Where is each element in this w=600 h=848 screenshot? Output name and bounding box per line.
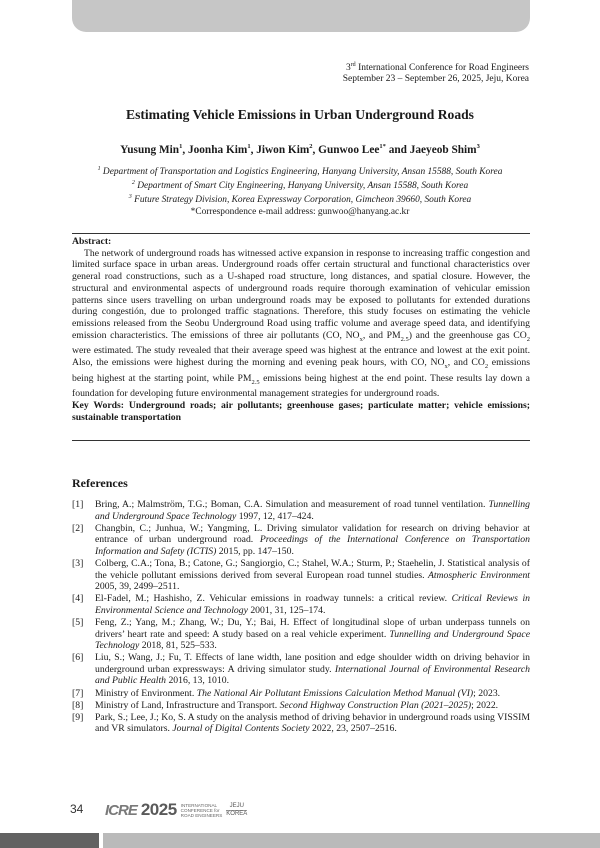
logo-line: INTERNATIONAL xyxy=(180,802,218,808)
affiliation-text: Future Strategy Division, Korea Expressway Corporation, Gimcheon 39660, South Korea xyxy=(131,195,472,206)
reference-number: [1] xyxy=(72,499,84,510)
keywords: Key Words: Underground roads; air pollutants; greenhouse gases; particulate matter; vehicle emissions; sustainable transportation xyxy=(72,399,530,423)
author-affiliation: 1* xyxy=(379,143,386,150)
logo-location-line: JEJU xyxy=(226,803,247,811)
author-separator: and xyxy=(385,143,410,156)
subscript: x xyxy=(444,362,448,370)
reference-journal: Proceedings of the International Conference on Transportation Information and Safety (ICTIS) xyxy=(95,534,530,557)
author-affiliation: 3 xyxy=(476,143,480,150)
header-tab-decoration xyxy=(72,0,530,32)
reference-item xyxy=(72,652,530,687)
affiliations xyxy=(0,164,600,218)
author-affiliation: 1 xyxy=(179,143,183,150)
abstract-text: ) and the greenhouse gas CO xyxy=(408,329,527,341)
abstract-body xyxy=(72,248,530,400)
abstract-text: emissions being highest at the starting point, while PM xyxy=(72,356,530,384)
reference-item xyxy=(72,499,530,522)
reference-details: 2015, pp. 147–150. xyxy=(216,545,294,557)
reference-authors-title: Feng, Z.; Yang, M.; Zhang, W.; Du, Y.; Bai, H. Effect of longitudinal slope of urban underpass tunnels on drivers’ heart rate and speed: A study based on a real vehicle experiment. xyxy=(95,616,530,640)
affiliation-text: Department of Transportation and Logistics Engineering, Hanyang University, Ansan 15588, South Korea xyxy=(100,167,503,178)
reference-text xyxy=(95,499,530,522)
subscript: 2 xyxy=(484,362,489,370)
abstract-text: The network of underground roads has witnessed active expansion in response to increasing traffic congestion and limited surface space in urban areas. Underground roads offer certain structural and functional characteristics over general road constructions, such as a U-shaped road structure, long distances, and spatial closure. However, the structural and environmental aspects of underground roads require thorough examination of vehicular emission patterns since users travelling on urban underground roads may be exposed to pollutants for extended durations during congestión, due to prolonged traffic stagnations. Therefore, this study focuses on estimating the vehicle emissions released from the Seobu Underground Road using traffic volume and average speed data, and identifying emission characteristics. The emissions of three air pollutants (CO, NO xyxy=(72,247,530,341)
reference-authors-title: Ministry of Land, Infrastructure and Transport. xyxy=(95,699,280,711)
logo-line: ROAD ENGINEERS xyxy=(180,812,223,818)
footer-bar-dark xyxy=(0,833,99,848)
author: Jaeyeob Shim xyxy=(409,143,477,156)
affiliation-number: 2 xyxy=(131,180,135,187)
affiliation-number: 1 xyxy=(97,166,101,172)
reference-authors-title: Liu, S.; Wang, J.; Fu, T. Effects of lane width, lane position and edge shoulder width on driving behavior in underground urban expressways: A driving simulator study. xyxy=(95,652,530,675)
author: Yusung Min xyxy=(120,143,180,156)
reference-authors-title: Park, S.; Lee, J.; Ko, S. A study on the analysis method of driving behavior in underground roads using VISSIM and VR simulators. xyxy=(95,711,530,735)
logo-conference-text xyxy=(181,803,223,818)
reference-journal: The National Air Pollutant Emissions Calculation Method Manual (VI) xyxy=(196,687,474,699)
reference-item xyxy=(72,593,530,616)
author: Joonha Kim xyxy=(187,143,248,156)
reference-details: ; 2023. xyxy=(473,687,501,699)
author-separator: , xyxy=(250,143,257,156)
reference-item xyxy=(72,700,530,712)
references-list xyxy=(72,499,530,735)
abstract-text: , and PM xyxy=(362,329,401,341)
author-separator: , xyxy=(312,143,319,156)
subscript: 2.5 xyxy=(400,335,409,343)
reference-text xyxy=(95,558,530,593)
abstract-heading: Abstract: xyxy=(72,236,112,247)
abstract-section xyxy=(72,236,530,423)
author: Jiwon Kim xyxy=(256,143,310,156)
reference-details: 2022, 23, 2507–2516. xyxy=(309,723,397,735)
ordinal-suffix: rd xyxy=(350,62,356,68)
reference-number: [2] xyxy=(72,522,84,534)
reference-text xyxy=(95,523,530,558)
abstract-bottom-rule xyxy=(72,440,530,441)
conference-ordinal: 3 xyxy=(345,63,351,74)
affiliation-text: Department of Smart City Engineering, Hanyang University, Ansan 15588, South Korea xyxy=(134,181,469,192)
reference-journal: International Journal of Environmental Research and Public Health xyxy=(95,663,530,687)
logo-location xyxy=(226,803,247,818)
page-number: 34 xyxy=(70,802,84,816)
reference-authors-title: Bring, A.; Malmström, T.G.; Boman, C.A. Simulation and measurement of road tunnel ventilation. xyxy=(95,499,489,510)
affiliation xyxy=(0,164,600,178)
logo-mark-icon: ICRE xyxy=(105,801,137,819)
reference-text xyxy=(95,712,530,735)
affiliation xyxy=(0,178,600,192)
subscript: x xyxy=(359,335,363,343)
reference-item xyxy=(72,617,530,652)
affiliation-number: 3 xyxy=(128,194,132,201)
abstract-top-rule xyxy=(72,233,530,234)
reference-text xyxy=(95,700,530,712)
logo-line: CONFERENCE for xyxy=(180,807,220,813)
reference-details: 2005, 39, 2499–2511. xyxy=(95,581,180,593)
subscript: 2.5 xyxy=(251,378,260,386)
author-affiliation: 1 xyxy=(247,143,251,150)
reference-text xyxy=(95,652,530,687)
reference-journal: Tunnelling and Underground Space Technology xyxy=(95,499,530,522)
reference-journal: Journal of Digital Contents Society xyxy=(172,723,310,735)
reference-number: [7] xyxy=(72,687,84,699)
logo-year: 2025 xyxy=(140,800,177,819)
reference-text xyxy=(95,688,530,700)
footer-bar-light xyxy=(103,833,600,848)
abstract-text: , and CO xyxy=(447,356,485,368)
reference-item xyxy=(72,558,530,593)
correspondence-email: *Correspondence e-mail address: gunwoo@hanyang.ac.kr xyxy=(190,206,410,217)
abstract-text: were estimated. The study revealed that their average speed was highest at the entrance and lowest at the exit point. Also, the emissions were highest during the morning and evening peak hours, with CO, NO xyxy=(72,345,530,368)
author-list xyxy=(0,143,600,156)
reference-number: [4] xyxy=(72,593,84,605)
reference-details: 2001, 31, 125–174. xyxy=(247,604,326,616)
conference-name: International Conference for Road Engineers xyxy=(355,63,529,74)
reference-authors-title: Changbin, C.; Junhua, W.; Yangming, L. Driving simulator validation for research on driving behavior at entrance of urban underground road. xyxy=(95,522,530,546)
reference-text xyxy=(95,617,530,652)
reference-item xyxy=(72,688,530,700)
abstract-text: emissions being highest at the end point. These results lay down a foundation for developing future environmental management strategies for underground roads. xyxy=(72,372,530,400)
reference-number: [5] xyxy=(72,616,84,628)
reference-item xyxy=(72,712,530,735)
reference-journal: Critical Reviews in Environmental Science and Technology xyxy=(95,593,531,616)
reference-journal: Tunnelling and Underground Space Technology xyxy=(95,628,530,652)
reference-authors-title: El-Fadel, M.; Hashisho, Z. Vehicular emissions in roadway tunnels: a critical review. xyxy=(95,593,452,605)
paper-title: Estimating Vehicle Emissions in Urban Underground Roads xyxy=(126,107,474,122)
author-separator: , xyxy=(182,143,188,156)
author: Gunwoo Lee xyxy=(318,143,380,156)
reference-journal: Second Highway Construction Plan (2021–2025) xyxy=(279,699,472,711)
reference-text xyxy=(95,593,530,616)
reference-authors-title: Ministry of Environment. xyxy=(95,687,197,699)
conference-logo xyxy=(105,800,247,820)
reference-details: ; 2022. xyxy=(471,699,499,711)
reference-number: [9] xyxy=(72,711,84,723)
reference-number: [8] xyxy=(72,699,84,711)
conference-dates: September 23 – September 26, 2025, Jeju, Korea xyxy=(342,74,529,85)
reference-details: 1997, 12, 417–424. xyxy=(236,510,314,522)
reference-number: [3] xyxy=(72,557,84,569)
logo-location-line: KOREA xyxy=(226,810,248,817)
reference-details: 2016, 13, 1010. xyxy=(166,675,229,687)
references-heading: References xyxy=(72,476,128,490)
author-affiliation: 2 xyxy=(309,143,313,150)
subscript: 2 xyxy=(526,335,530,343)
reference-number: [6] xyxy=(72,652,84,664)
reference-authors-title: Colberg, C.A.; Tona, B.; Catone, G.; Sangiorgio, C.; Stahel, W.A.; Sturm, P.; Staehelin, J. Statistical analysis of the vehicle pollutant emissions derived from several European road tunnel studies. xyxy=(95,557,530,581)
affiliation xyxy=(0,192,600,206)
reference-details: 2018, 81, 525–533. xyxy=(139,640,217,652)
conference-info xyxy=(343,60,529,85)
reference-item xyxy=(72,523,530,558)
reference-journal: Atmospheric Environment xyxy=(427,569,530,581)
